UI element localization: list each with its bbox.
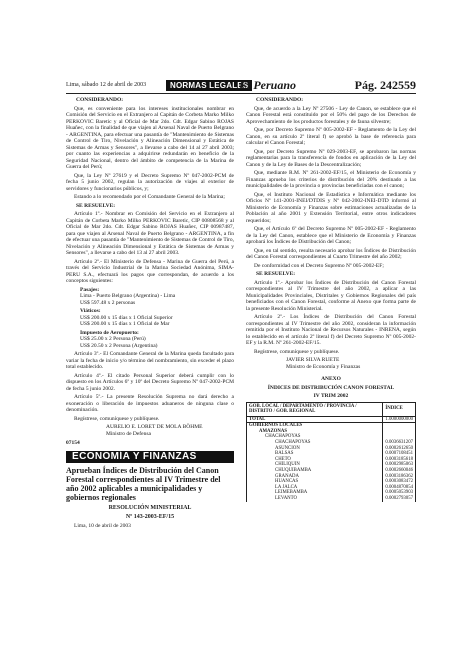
resolution-number: Nº 143-2003-EF/15 — [125, 514, 175, 520]
article-1: Artículo 1º.- Nombrar en Comisión del Servicio en el Extranjero al Capitán de Corbeta Marko Milko PERKOVIC Baretic, CIP 00808568 y al Oficial de Mar 2do. Cdt. Edgar Sabino ROJAS Huañec, CIP 00987487, para que viajen al Arsenal Naval de Puerto Belgrano - ARGENTINA, a fin de efectuar una pasantía de "Mantenimiento de Sistemas de Control de Tiro, Nivelación y Alineación Dimensional y Estática de Sistemas de Armas y Sensores", a llevarse a cabo del 13 al 27 abril 2003. — [66, 211, 234, 256]
signature-name: JAVIER SILVA RUETE — [286, 357, 340, 363]
closing-line: Regístrese, comuníquese y publíquese. — [74, 415, 160, 422]
newspaper-logo: El Peruano — [239, 78, 297, 92]
signature-title: Ministro de Defensa — [106, 430, 151, 437]
row-index-value: 0.0007108451 — [383, 451, 416, 457]
row-index-value: 0.0005053903 — [383, 490, 416, 496]
row-index-value: 1.0000000000 — [383, 416, 416, 423]
payment-heading: Viáticos: — [80, 308, 101, 314]
article-2: Artículo 2º.- El Ministerio de Defensa - Marina de Guerra del Perú, a través del Servicio Industrial de la Marina Sociedad Anónima, SIMA-PERU S.A., efectuará los pagos que correspondan, de acuerdo a los conceptos siguientes: — [66, 258, 234, 284]
article-2: Artículo 2º.- Los Índices de Distribución del Canon Forestal correspondientes al IV Trimestre del año 2002, consideran la información remitida por el Instituto Nacional de Recursos Naturales - INRENA, según lo establecido en el artículo 2º literal f) del Decreto Supremo Nº 005-2002-EF y la R.M. Nº 261-2002-EF/15. — [246, 314, 416, 346]
row-location: LA JALCA — [247, 485, 383, 491]
paragraph: Que, por Decreto Supremo Nº 005-2002-EF - Reglamento de la Ley del Canon, en su artículo 2º literal f) se aprobó la base de referencia para calcular el Canon Forestal; — [246, 127, 416, 146]
article-5: Artículo 5º.- La presente Resolución Suprema no dará derecho a exoneración o liberación de impuestos aduaneros de ninguna clase o denominación. — [66, 394, 234, 413]
row-location: TOTAL — [247, 416, 383, 423]
row-index-value: 0.0003186362 — [383, 474, 416, 480]
row-index-value: 0.0003185618 — [383, 457, 416, 463]
payment-heading: Pasajes: — [80, 286, 100, 293]
left-column — [66, 95, 234, 530]
row-location: HUANCAS — [247, 479, 383, 485]
se-resuelve-label: SE RESUELVE: — [256, 271, 296, 277]
paragraph: Que, es conveniente para los intereses institucionales nombrar en Comisión del Servicio en el Extranjero al Capitán de Corbeta Marko Milko PERKOVIC Baretic y al Oficial de Mar 2do. Cdt. Edgar Sabino ROJAS Huañec, con la finalidad de que viajen al Arsenal Naval de Puerto Belgrano - ARGENTINA, para efectuar una pasantía de "Mantenimiento de Sistemas de Control de Tiro, Nivelación y Alineación Dimensional y Estática de Sistemas de Armas y Sensores", a llevarse a cabo del 14 al 27 abril 2003; por cuanto las experiencias a adquirirse redundarán en beneficio de la Seguridad Nacional, dentro del ámbito de competencia de la Marina de Guerra del Perú; — [66, 105, 234, 170]
row-location: GOBIERNOS LOCALES — [247, 423, 383, 429]
payment-viaticos — [80, 308, 234, 328]
paragraph: Que, en tal sentido, resulta necesario aprobar los Índices de Distribución del Canon Forestal correspondientes al Cuarto Trimestre del año 2002; — [246, 247, 416, 260]
article-1: Artículo 1º.- Aprobar los Índices de Distribución del Canon Forestal correspondientes al IV Trimestre del año 2002, a aplicar a las Municipalidades Provinciales, Distritales y Gobiernos Regionales del país beneficiados con el Canon Forestal, conforme al Anexo que forma parte de la presente Resolución Ministerial. — [246, 279, 416, 312]
payment-line: US$ 200.00 x 15 días x 1 Oficial Superior — [80, 314, 173, 321]
payment-heading: Impuesto de Aeropuerto: — [80, 329, 139, 336]
signature-title: Ministro de Economía y Finanzas — [286, 363, 361, 370]
annex-title: ANEXO — [321, 376, 341, 382]
section-banner: ECONOMÍA Y FINANZAS — [66, 451, 234, 464]
payment-line: Lima - Puerto Belgrano (Argentina) - Lima — [80, 293, 176, 299]
closing-line: Regístrese, comuníquese y publíquese. — [254, 348, 340, 355]
document-code: 07154 — [66, 440, 80, 446]
resolution-title: RESOLUCIÓN MINISTERIAL — [108, 505, 192, 511]
article-headline: Aprueban Índices de Distribución del Canon Forestal correspondientes al IV Trimestre del año 2002 aplicables a municipalidades y gobiernos regionales — [66, 466, 221, 502]
row-location: AMAZONAS — [247, 429, 383, 435]
paragraph: Que, mediante R.M. Nº 261-2002-EF/15, el Ministerio de Economía y Finanzas aprueba los criterios de distribución del 20% destinado a las municipalidades de la provincia o provincias beneficiadas con el canon; — [246, 170, 416, 189]
section-tag: NORMAS LEGALES — [166, 80, 252, 91]
row-location: CHUQUIBAMBA — [247, 468, 383, 474]
right-column — [246, 95, 416, 502]
article-4: Artículo 4º.- El citado Personal Superior deberá cumplir con lo dispuesto en los Artículos 6º y 10º del Decreto Supremo Nº 047-2002-PCM de fecha 5 junio 2002. — [66, 372, 234, 392]
row-location: BALSAS — [247, 451, 383, 457]
article-3: Artículo 3º.- El Comandante General de la Marina queda facultado para variar la fecha de inicio y/o término del nombramiento, sin exceder el plazo total establecido. — [66, 351, 234, 370]
table-row — [247, 496, 416, 502]
header-rule — [66, 93, 416, 94]
row-index-value: 0.0002985063 — [383, 462, 416, 468]
payment-pasajes — [80, 287, 234, 307]
paragraph: De conformidad con el Decreto Supremo Nº 005-2002-EF; — [254, 262, 384, 269]
row-index-value: 0.0003083472 — [383, 479, 416, 485]
payment-line: US$ 20.50 x 2 Persona (Argentina) — [80, 342, 158, 349]
payment-impuesto — [80, 330, 234, 350]
paragraph: Estando a lo recomendado por el Comandante General de la Marina; — [74, 194, 225, 200]
page-number: Pág. 242559 — [354, 78, 416, 92]
se-resuelve-label: SE RESUELVE: — [76, 202, 116, 209]
table-row — [247, 416, 416, 423]
row-location: CHILIQUIN — [247, 462, 383, 468]
row-location: GRANADA — [247, 474, 383, 480]
row-index-value: 0.0002612650 — [383, 446, 416, 452]
paragraph: Que, de acuerdo a la Ley Nº 27506 - Ley de Canon, se establece que el Canon Forestal está constituido por el 50% del pago de los Derechos de Aprovechamiento de los productos forestales y de fauna silvestre; — [246, 105, 416, 125]
table-header-row — [247, 402, 416, 416]
considerando-label: CONSIDERANDO: — [76, 97, 124, 103]
row-location: LEIMEBAMBA — [247, 490, 383, 496]
payment-line: US$ 25.00 x 2 Persona (Perú) — [80, 336, 146, 342]
column-header-index: ÍNDICE — [383, 402, 416, 416]
row-location: CHACHAPOYAS — [247, 440, 383, 446]
resolution-date: Lima, 10 de abril de 2003 — [74, 523, 131, 529]
row-index-value: 0.0002793057 — [383, 496, 416, 502]
payment-line: US$ 200.00 x 15 días x 1 Oficial de Mar — [80, 321, 170, 327]
row-location: LEVANTO — [247, 496, 383, 502]
column-header-location: GOB. LOCAL / DEPARTAMENTO / PROVINCIA / DISTRITO / GOB. REGIONAL — [247, 402, 383, 416]
row-location: CHACHAPOYAS — [247, 434, 383, 440]
row-location: CHETO — [247, 457, 383, 463]
row-index-value: 0.0004870854 — [383, 485, 416, 491]
row-index-value: 0.0036631207 — [383, 440, 416, 446]
page-header — [66, 80, 416, 94]
paragraph: Que, el Instituto Nacional de Estadística e Informática mediante los Oficios Nº 141-2001-INEI/DTDIS y Nº 042-2002-INEI-DTD informó al Ministerio de Economía y Finanzas sobre estimaciones actualizadas de la Población al año 2001 y Extensión Territorial, entre otros indicadores requeridos; — [246, 191, 416, 224]
header-date: Lima, sábado 12 de abril de 2003 — [66, 82, 147, 88]
row-index-value: 0.0002660046 — [383, 468, 416, 474]
paragraph: Que, el Artículo 6º del Decreto Supremo Nº 005-2002-EF - Reglamento de la Ley del Canon, establece que el Ministerio de Economía y Finanzas aprobará los Índices de Distribución del Canon; — [246, 226, 416, 245]
table-title: ÍNDICES DE DISTRIBUCIÓN CANON FORESTAL — [267, 384, 395, 391]
index-table — [246, 402, 416, 502]
paragraph: Que, la Ley Nº 27619 y el Decreto Supremo Nº 047-2002-PCM de fecha 5 junio 2002, regulan la autorización de viajes al exterior de servidores y funcionarios públicos, y; — [66, 172, 234, 192]
payment-line: US$ 597.48 x 2 personas — [80, 299, 136, 306]
considerando-label: CONSIDERANDO: — [256, 97, 304, 103]
paragraph: Que, por Decreto Supremo Nº 029-2003-EF, se aprobaron las normas reglamentarias para la transferencia de fondos en aplicación de la Ley del Canon y de la Ley de Bases de la Descentralización; — [246, 148, 416, 168]
signature-name: AURELIO E. LORET DE MOLA BÖHME — [106, 424, 203, 430]
table-subtitle: IV TRIM 2002 — [313, 393, 349, 399]
table-body — [247, 416, 416, 501]
row-location: ASUNCION — [247, 446, 383, 452]
